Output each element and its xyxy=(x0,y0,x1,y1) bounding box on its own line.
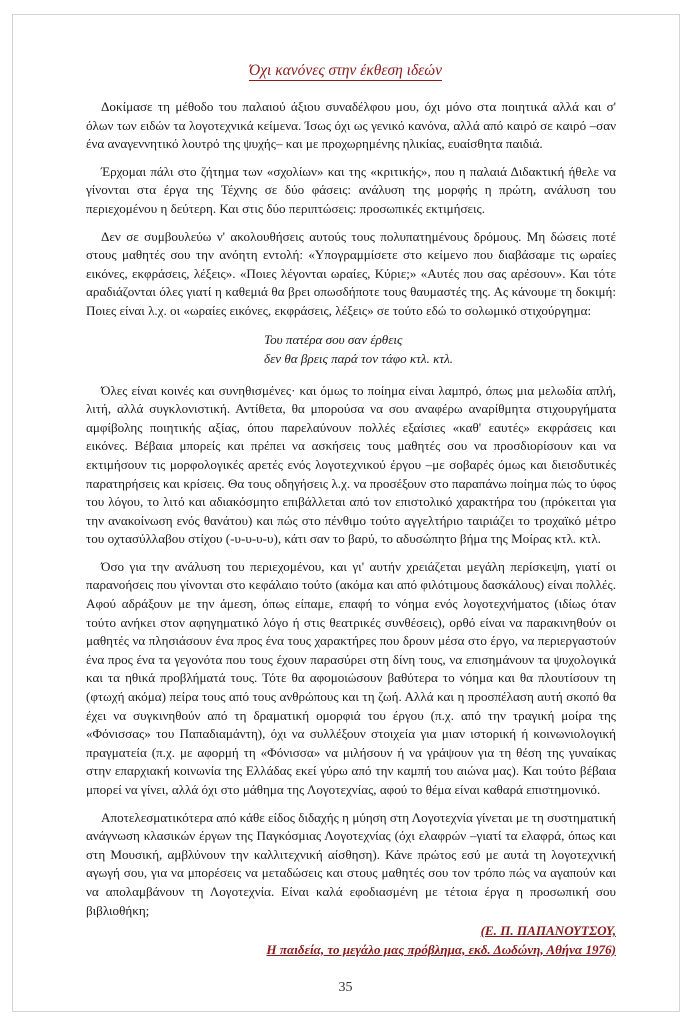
paragraph-3: Δεν σε συμβουλεύω ν' ακολουθήσεις αυτούς τους πολυπατημένους δρόμους. Μη δώσεις ποτέ στους μαθητές σου την ανόητη εντολή: «Υπογραμμίσετε στο κείμενο που διαβάσαμε τις ωραίες εικόνες, εκφράσεις, λέξεις». «Ποιες λέγονται ωραίες, Κύριε;» «Αυτές που σας αρέσουν». Και τότε αραδιάζονται όλες γιατί η καθεμιά θα βρει οπωσδήποτε τους θαυμαστές της. Ας κάνουμε τη δοκιμή: Ποιες είναι λ.χ. οι «ωραίες εικόνες, εκφράσεις, λέξεις» σε τούτο εδώ το σολωμικό στιχούργημα: xyxy=(86,228,616,318)
paragraph-2: Έρχομαι πάλι στο ζήτημα των «σχολίων» και της «κριτικής», που η παλαιά Διδακτική ήθελε να γίνονται στα έργα της Τέχνης σε δύο φάσεις: ανάλυση της μορφής η πρώτη, ανάλυση του περιεχομένου η δεύτερη. Και στις δύο περιπτώσεις: προσωπικές εκτιμήσεις. xyxy=(86,163,616,216)
citation xyxy=(86,922,616,959)
body-text xyxy=(86,98,616,959)
verse-line-2: δεν θα βρεις παρά τον τάφο κτλ. κτλ. xyxy=(264,350,454,366)
page-title xyxy=(0,62,691,80)
paragraph-4: Όλες είναι κοινές και συνηθισμένες· και όμως το ποίημα είναι λαμπρό, όπως μια μελωδία απλή, λιτή, αλλά συγκλονιστική. Αντίθετα, θα μπορούσα να σου αναφέρω αναρίθμητα στιχουργήματα αμφίβολης ποιητικής αξίας, όπου παρελαύνουν πολλές εξαίσιες «καθ' εαυτές» εκφράσεις και εικόνες. Βέβαια μπορείς και πρέπει να ασκήσεις τους μαθητές σου να προσδιορίσουν και να εκτιμήσουν τις μορφολογικές αρετές ενός λογοτεχνικού έργου –με σοβαρές όμως και διεισδυτικές παρατηρήσεις και κρίσεις. Θα τους οδηγήσεις λ.χ. να προσέξουν στο παραπάνω ποίημα πώς το ύφος του λόγου, το λιτό και αδιακόσμητο επιβάλλεται από τον επιστολικό χαρακτήρα του (πρόκειται για την ανακοίνωση ενός θανάτου) και πώς στο πένθιμο τούτο αγγελτήριο ταιριάζει το τροχαϊκό μέτρο του οχτασύλλαβου στίχου (-υ-υ-υ-υ), κάτι σαν το βαρύ, το αδυσώπητο βήμα της Μοίρας κτλ. κτλ. xyxy=(86,382,616,547)
page-number: 35 xyxy=(338,980,353,995)
verse-line-1: Του πατέρα σου σαν έρθεις xyxy=(264,331,403,347)
title-text: Όχι κανόνες στην έκθεση ιδεών xyxy=(249,62,442,79)
paragraph-6: Αποτελεσματικότερα από κάθε είδος διδαχής η μύηση στη Λογοτεχνία γίνεται με τη συστηματική ανάγνωση κλασικών έργων της Παγκόσμιας Λογοτεχνίας (όχι ελαφρών –γιατί τα ελαφρά, όπως και στη Μουσική, αμβλύνουν την καλλιτεχνική αίσθηση). Κάνε πρώτος εσύ με αυτά τη λογοτεχνική αγωγή σου, για να μπορέσεις να μεταδώσεις και στους μαθητές σου τον τρόπο πώς να αγαπούν και να απολαμβάνουν τη Λογοτεχνία. Είναι καλά εφοδιασμένη με τέτοια έργα η προσωπική σου βιβλιοθήκη; xyxy=(86,809,616,918)
paragraph-1: Δοκίμασε τη μέθοδο του παλαιού άξιου συναδέλφου μου, όχι μόνο στα ποιητικά αλλά και σ' όλων των ειδών τα λογοτεχνικά κείμενα. Ίσως όχι ως γενικό κανόνα, αλλά από καιρό σε καιρό –σαν ένα αναγεννητικό λουτρό της ψυχής– και με προχωρημένης ηλικίας, ευαίσθητα παιδιά. xyxy=(86,99,616,152)
citation-work: Η παιδεία, το μεγάλο μας πρόβλημα, εκδ. Δωδώνη, Αθήνα 1976) xyxy=(266,941,616,957)
verse-quote xyxy=(86,330,616,368)
paragraph-5: Όσο για την ανάλυση του περιεχομένου, και γι' αυτήν χρειάζεται μεγάλη περίσκεψη, γιατί οι παρανοήσεις που γίνονται στο κεφάλαιο τούτο (ακόμα και από φιλότιμους δασκάλους) είναι πολλές. Αφού αδράξουν με την άμεση, όπως είπαμε, επαφή το νόημα ενός λογοτεχνήματος (ιδίως όταν τούτο ανήκει στον αφηγηματικό λόγο ή στις θεατρικές συνθέσεις), ορθό είναι να παρακινηθούν οι μαθητές να πλησιάσουν ένα προς ένα τους χαρακτήρες που δρουν μέσα στο έργο, να περιεργαστούν ένα προς ένα τα γεγονότα που τους έχουν παρασύρει στη δίνη τους, να επισημάνουν τα ψυχολογικά και τα ηθικά προβλήματά τους. Τότε θα αφομοιώσουν βαθύτερα το νόημα και θα πλουτίσουν τη (φτωχή ακόμα) πείρα τους από τους ανθρώπους και τη ζωή. Αλλά και η προσπέλαση αυτή σκοπό θα έχει να συγκινηθούν από τη δραματική ομορφιά του έργου (π.χ. από την τραγική μοίρα της «Φόνισσας» του Παπαδιαμάντη), όχι να συλλέξουν στοιχεία για μιαν ιστορική ή κοινωνιολογική πραγματεία (π.χ. με αφορμή τη «Φόνισσα» να μιλήσουν ή να γράψουν για τη θέση της γυναίκας στην επαρχιακή κοινωνία της Ελλάδας εκεί γύρω από την καμπή του αιώνα μας). Και τούτο βέβαια μπορεί να γίνει, αλλά όχι στο μάθημα της Λογοτεχνίας, αφού το θέμα είναι καθαρά επιστημονικό. xyxy=(86,558,616,797)
citation-author: (Ε. Π. ΠΑΠΑΝΟΥΤΣΟΥ, xyxy=(480,923,616,939)
